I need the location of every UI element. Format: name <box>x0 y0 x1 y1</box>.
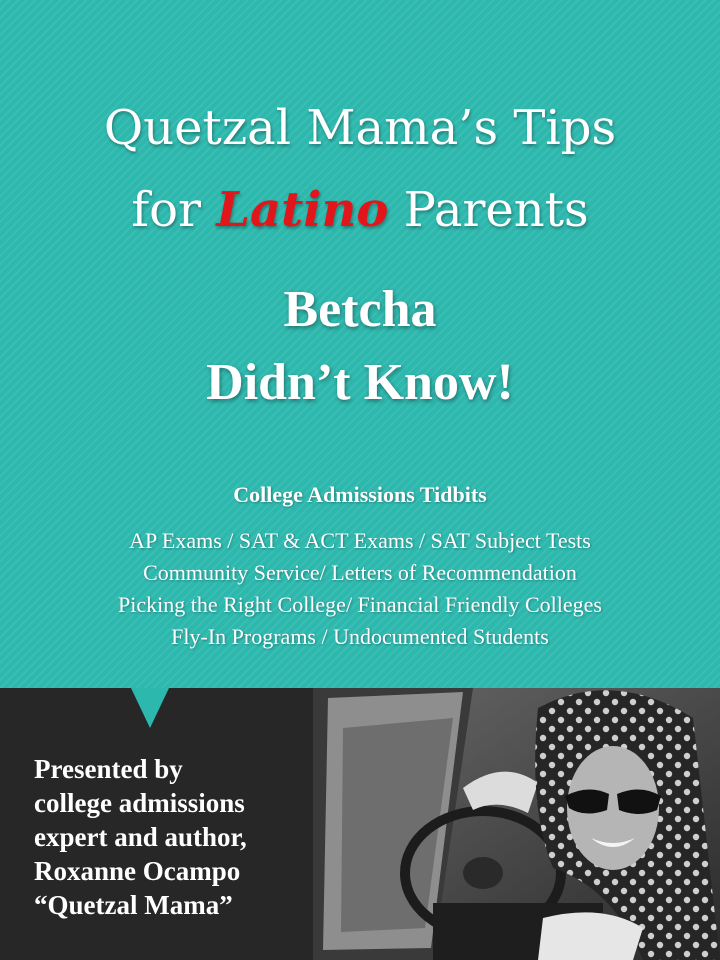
presenter-line: college admissions <box>34 788 245 818</box>
presenter-line: Roxanne Ocampo <box>34 856 241 886</box>
title-line-2-prefix: for <box>131 182 217 238</box>
speech-bubble-pointer <box>131 688 169 728</box>
title-line-1: Quetzal Mama’s Tips <box>103 100 617 156</box>
presenter-line: “Quetzal Mama” <box>34 890 233 920</box>
topic-item: AP Exams / SAT & ACT Exams / SAT Subject Tests <box>129 528 591 553</box>
presenter-line: Presented by <box>34 754 183 784</box>
topic-item: Picking the Right College/ Financial Friendly Colleges <box>118 592 602 617</box>
topics-list <box>0 525 720 653</box>
topic-item: Community Service/ Letters of Recommendation <box>143 560 577 585</box>
title-highlight-word: Latino <box>216 182 389 238</box>
title-line-2-suffix: Parents <box>388 182 589 238</box>
presenter-text <box>34 752 247 922</box>
headline-line-2: Didn’t Know! <box>206 354 514 411</box>
headline-line-1: Betcha <box>283 281 437 338</box>
title-line-2 <box>0 182 720 238</box>
tidbits-heading: College Admissions Tidbits <box>233 482 487 507</box>
topic-item: Fly-In Programs / Undocumented Students <box>171 624 549 649</box>
presenter-line: expert and author, <box>34 822 247 852</box>
author-photo <box>313 688 720 960</box>
